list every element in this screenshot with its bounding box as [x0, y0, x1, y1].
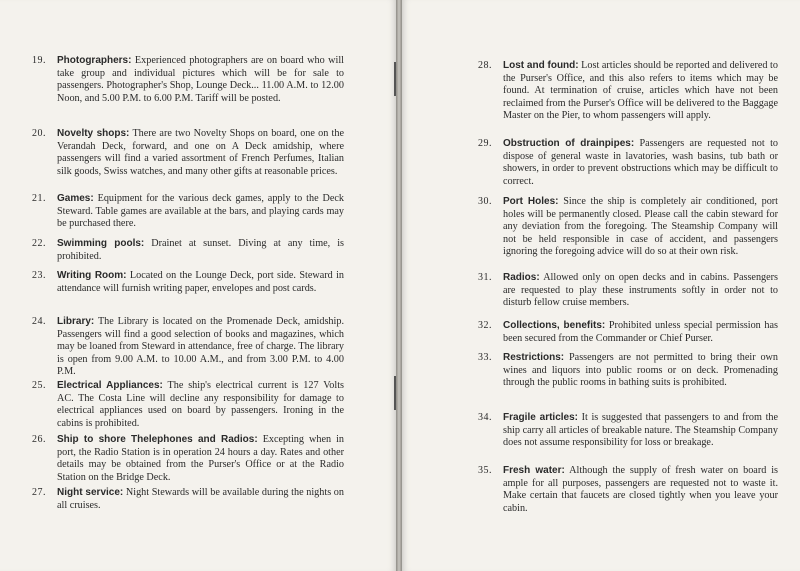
item-number: 24. — [32, 316, 46, 327]
list-item — [478, 320, 778, 345]
item-title: Fragile articles: — [503, 412, 578, 423]
item-title: Electrical Appliances: — [57, 380, 163, 391]
item-title: Writing Room: — [57, 270, 127, 281]
right-page — [402, 0, 800, 571]
item-title: Obstruction of drainpipes: — [503, 138, 635, 149]
item-number: 32. — [478, 320, 492, 331]
item-title: Radios: — [503, 272, 540, 283]
list-item — [32, 434, 344, 484]
item-number: 23. — [32, 270, 46, 281]
item-number: 29. — [478, 138, 492, 149]
item-title: Swimming pools: — [57, 238, 145, 249]
list-item — [32, 270, 344, 295]
item-title: Games: — [57, 193, 94, 204]
item-body: Excepting when in port, the Radio Station is in operation 24 hours a day. Rates and other details may be obtained from the Purser's Office or at the Radio Station on the Bridge Deck. — [57, 434, 344, 483]
item-number: 21. — [32, 193, 46, 204]
list-item — [478, 60, 778, 123]
item-body: The ship's electrical current is 127 Volts AC. The Costa Line will decline any responsibility for damage to electrical appliances used on board by passengers. Ironing in the cabins is prohibited. — [57, 380, 344, 429]
item-number: 27. — [32, 487, 46, 498]
item-title: Night service: — [57, 487, 124, 498]
item-number: 19. — [32, 55, 46, 66]
item-body: Drainet at sunset. Diving at any time, is prohibited. — [57, 238, 345, 262]
item-number: 30. — [478, 196, 492, 207]
item-title: Lost and found: — [503, 60, 579, 71]
item-title: Collections, benefits: — [503, 320, 606, 331]
item-number: 28. — [478, 60, 492, 71]
item-body: Lost articles should be reported and delivered to the Purser's Office, and this also refers to items which may be found. At termination of cruise, articles which have not been reclaimed from the Purser's Office will be delivered to the Baggage Master on the Pier, to whom passengers will apply. — [503, 60, 778, 122]
list-item — [32, 128, 344, 178]
item-body: Although the supply of fresh water on board is ample for all purposes, passengers are requested not to waste it. Make certain that faucets are closed tightly when you leave your cabin. — [503, 465, 778, 514]
item-body: Night Stewards will be available during the nights on all cruises. — [57, 487, 344, 511]
staple — [394, 62, 396, 96]
list-item — [478, 138, 778, 188]
item-number: 22. — [32, 238, 46, 249]
item-title: Photographers: — [57, 55, 132, 66]
list-item — [32, 55, 344, 105]
list-item — [32, 380, 344, 430]
item-body: Allowed only on open decks and in cabins. Passengers are requested to play these instruments softly in order not to disturb fellow cruise members. — [503, 272, 779, 309]
item-body: Equipment for the various deck games, apply to the Deck Steward. Table games are available at the bars, and playing cards may be purchased there. — [57, 193, 345, 230]
list-item — [32, 487, 344, 512]
list-item — [32, 193, 344, 231]
item-number: 26. — [32, 434, 46, 445]
item-body: Passengers are not permitted to bring their own wines and liquors into public rooms or on deck. Promenading through the public rooms in bathing suits is prohibited. — [503, 352, 779, 389]
list-item — [478, 196, 778, 259]
list-item — [478, 352, 778, 390]
item-body: Located on the Lounge Deck, port side. Steward in attendance will furnish writing paper, envelopes and post cards. — [57, 270, 344, 294]
item-number: 25. — [32, 380, 46, 391]
item-number: 33. — [478, 352, 492, 363]
item-body: It is suggested that passengers to and from the ship carry all articles of breakable nature. The Steamship Company does not assume responsibility for loss or breakage. — [503, 412, 779, 449]
item-body: Since the ship is completely air conditioned, port holes will be permanently closed. Please call the cabin steward for any deviation from the foregoing. The Steamship Company will not be held responsible in case of accident, and passengers ignoring the foregoing advice will do so at their own risk. — [503, 196, 779, 258]
item-number: 34. — [478, 412, 492, 423]
list-item — [32, 316, 344, 379]
list-item — [478, 272, 778, 310]
item-body: Passengers are requested not to dispose of general waste in lavatories, wash basins, tub bath or showers, in order to prevent obstructions which may be difficult to correct. — [503, 138, 778, 187]
list-item — [478, 412, 778, 450]
item-number: 31. — [478, 272, 492, 283]
list-item — [32, 238, 344, 263]
item-title: Library: — [57, 316, 95, 327]
item-title: Novelty shops: — [57, 128, 130, 139]
item-body: There are two Novelty Shops on board, one on the Verandah Deck, forward, and one on A Deck amidship, where passengers will find a varied assortment of French Perfumes, Italian silk goods, Swiss watches, and many other gifts at reasonable prices. — [57, 128, 344, 177]
item-title: Port Holes: — [503, 196, 559, 207]
item-number: 20. — [32, 128, 46, 139]
list-item — [478, 465, 778, 515]
item-body: Prohibited unless special permission has been secured from the Commander or Chief Purser. — [503, 320, 778, 344]
item-title: Fresh water: — [503, 465, 565, 476]
left-page — [0, 0, 396, 571]
item-title: Restrictions: — [503, 352, 565, 363]
item-body: The Library is located on the Promenade Deck, amidship. Passengers will find a good selection of books and magazines, which may be loaned from Steward in attendance, free of charge. The library is open from 9.00 A.M. to 10.00 A.M., and from 3.00 P.M. to 4.00 P.M. — [57, 316, 344, 378]
item-title: Ship to shore Thelephones and Radios: — [57, 434, 258, 445]
staple — [394, 376, 396, 410]
item-body: Experienced photographers are on board who will take group and individual pictures which will be for sale to passengers. Photographer's Shop, Lounge Deck... 11.00 A.M. to 12.00 Noon, and 5.00 P.M. to 6.00 P.M. Tariff will be posted. — [57, 55, 344, 104]
item-number: 35. — [478, 465, 492, 476]
